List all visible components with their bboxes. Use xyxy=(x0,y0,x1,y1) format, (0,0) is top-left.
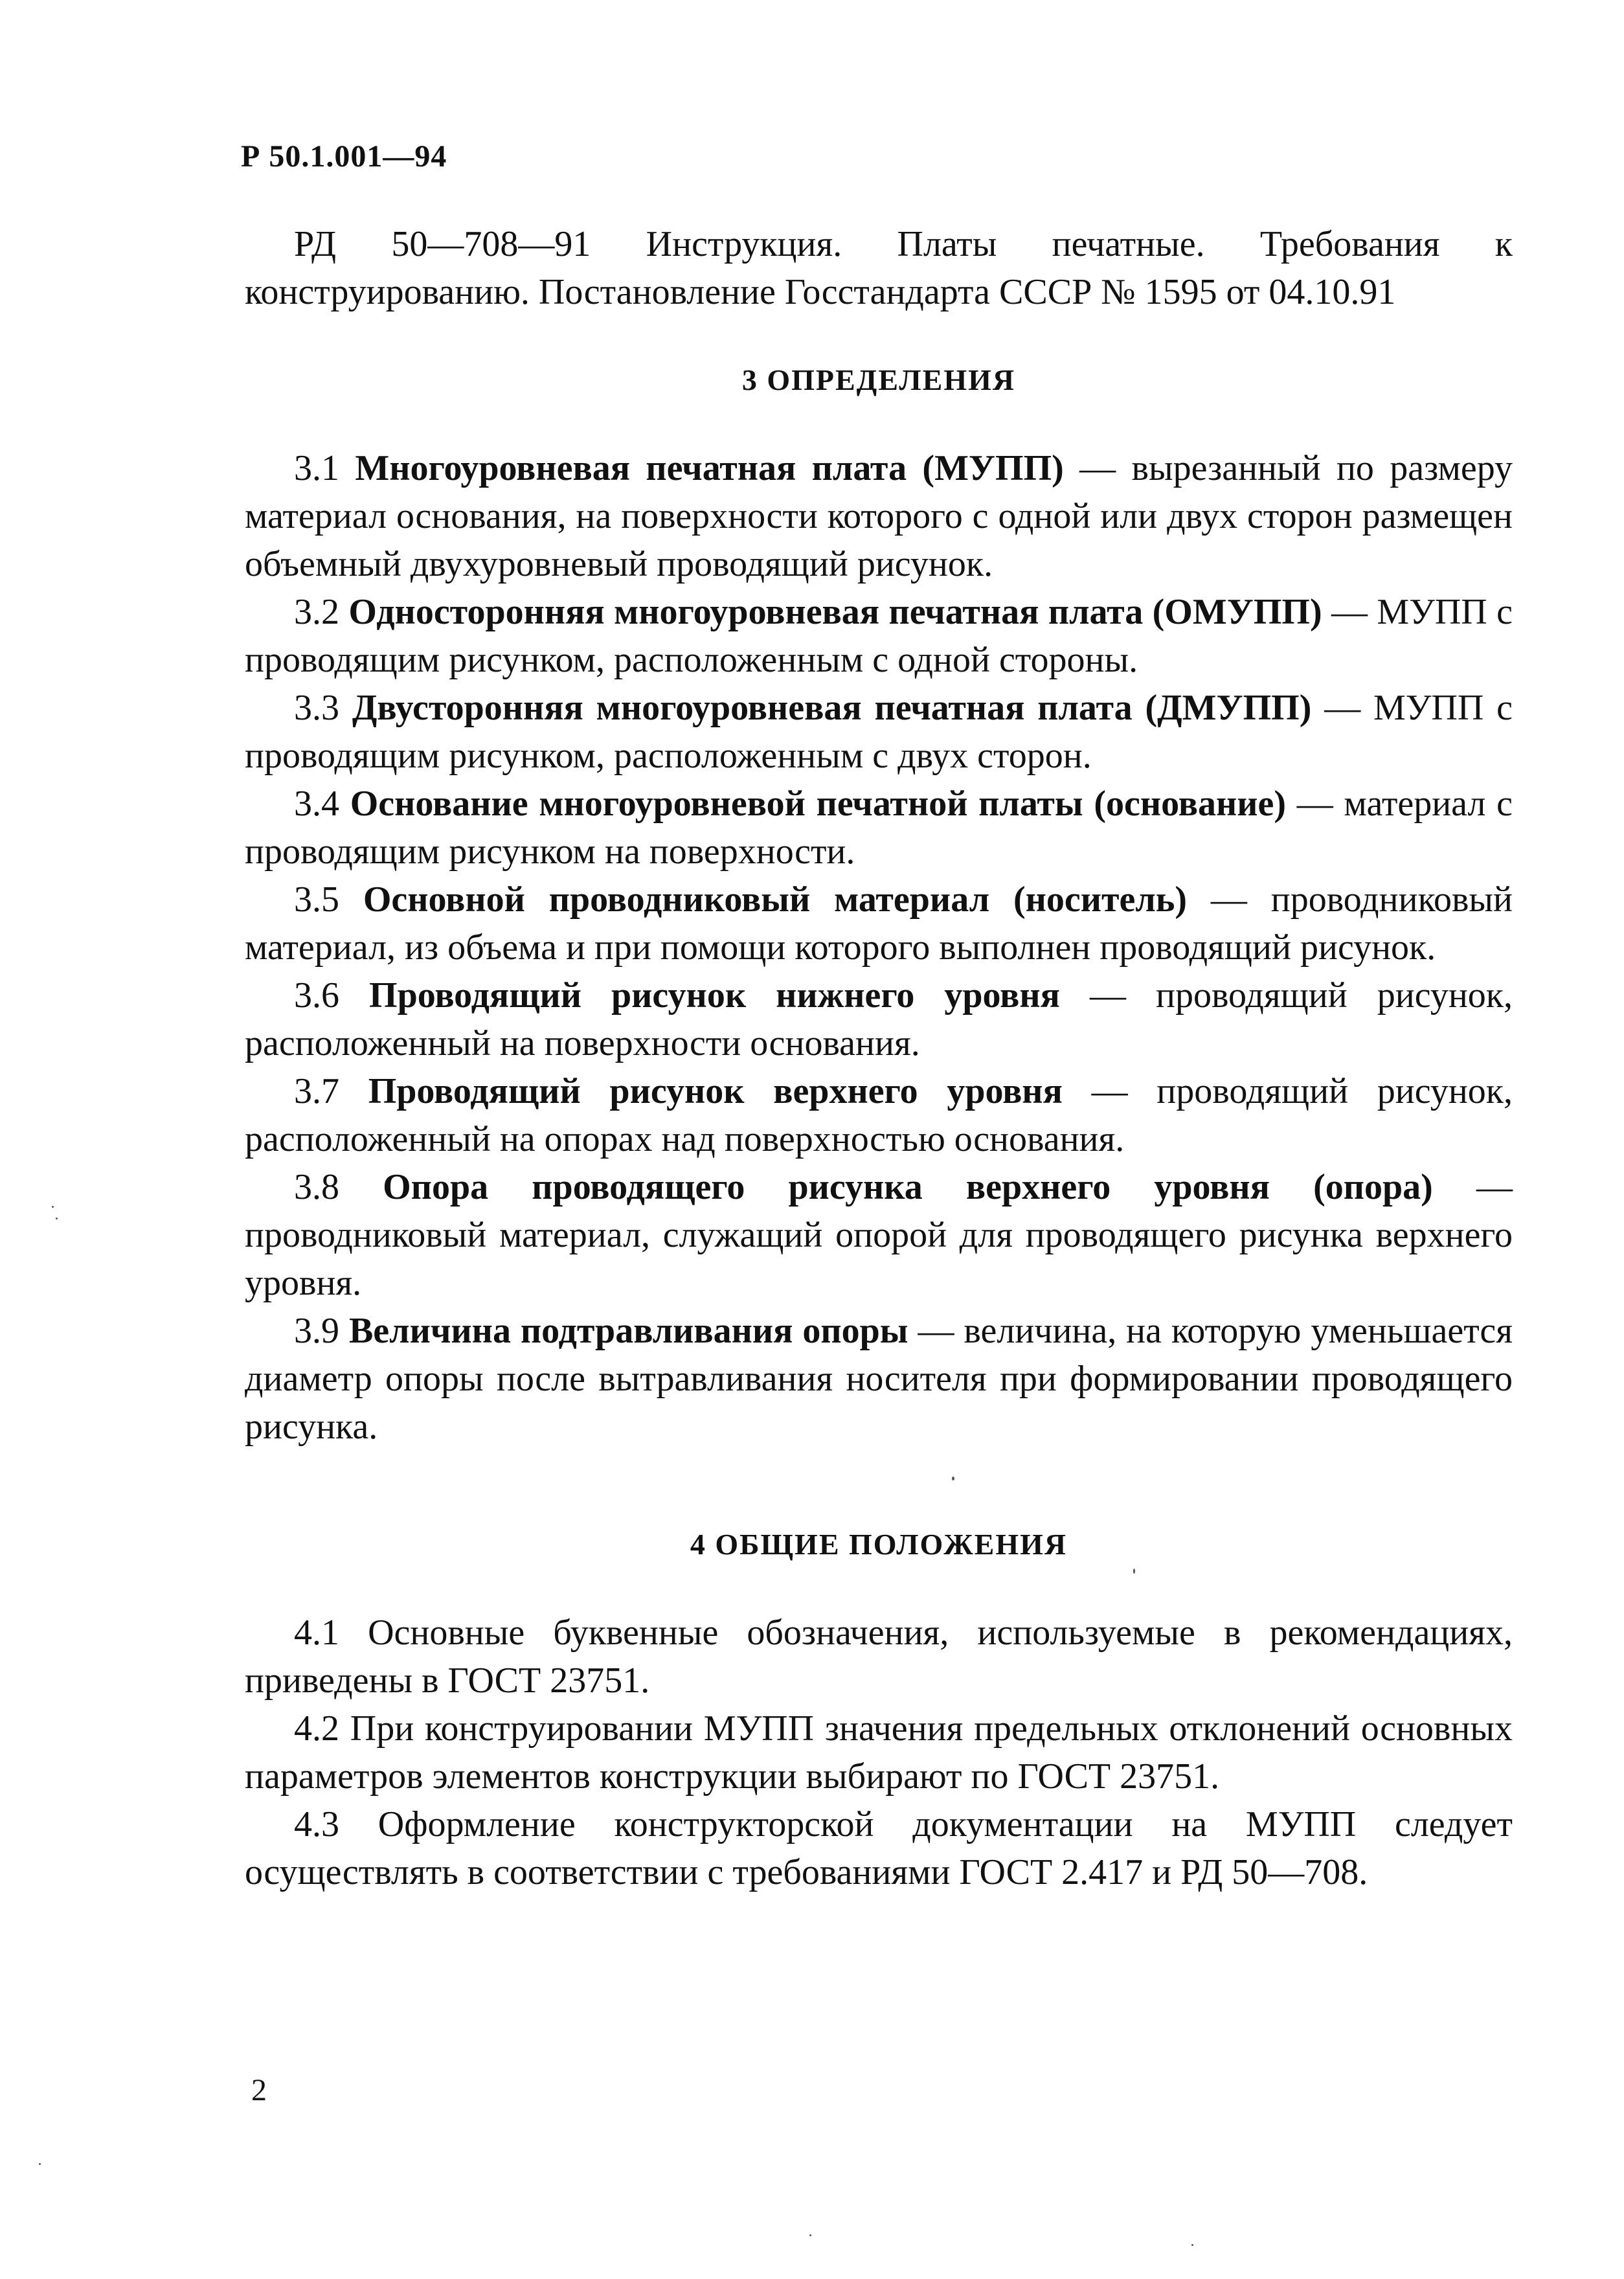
scan-speck xyxy=(56,1218,58,1219)
section-3-heading: 3 ОПРЕДЕЛЕНИЯ xyxy=(741,363,1016,396)
page-number: 2 xyxy=(251,2073,267,2107)
definition-number: 3.5 xyxy=(294,879,339,920)
definition-item xyxy=(245,971,1513,1067)
definition-item xyxy=(245,780,1513,876)
definition-number: 3.7 xyxy=(294,1071,339,1111)
definition-number: 3.2 xyxy=(294,592,339,632)
provision-number: 4.1 xyxy=(294,1613,339,1653)
definition-number: 3.1 xyxy=(294,448,339,488)
provision-item xyxy=(245,1705,1513,1800)
definition-text: — проводниковый материал, служащий опорой для проводящего рисунка верхнего уровня. xyxy=(245,1167,1513,1303)
reference-text: РД 50—708—91 Инструкция. Платы печатные. Требования к конструированию. Постановление Госстандарта СССР № 1595 от 04.10.91 xyxy=(245,224,1513,312)
scan-speck xyxy=(809,2234,811,2236)
provision-text: Оформление конструкторской документации на МУПП следует осуществлять в соответствии с требованиями ГОСТ 2.417 и РД 50—708. xyxy=(245,1804,1513,1892)
definition-text: — МУПП с проводящим рисунком, расположенным с двух сторон. xyxy=(245,688,1513,776)
definition-text: — МУПП с проводящим рисунком, расположенным с одной стороны. xyxy=(245,592,1513,680)
provision-item xyxy=(245,1800,1513,1896)
definition-term: Проводящий рисунок верхнего уровня xyxy=(368,1071,1063,1111)
document-number: Р 50.1.001—94 xyxy=(241,139,447,174)
definition-term: Проводящий рисунок нижнего уровня xyxy=(369,975,1060,1015)
definition-text: — проводящий рисунок, расположенный на опорах над поверхностью основания. xyxy=(245,1071,1513,1159)
definition-text: — величина, на которую уменьшается диаметр опоры после вытравливания носителя при формировании проводящего рисунка. xyxy=(245,1311,1513,1447)
provision-text: Основные буквенные обозначения, используемые в рекомендациях, приведены в ГОСТ 23751. xyxy=(245,1613,1513,1701)
definition-item xyxy=(245,588,1513,684)
scan-speck xyxy=(1191,2244,1193,2246)
definition-item xyxy=(245,876,1513,971)
definition-item xyxy=(245,1163,1513,1307)
definition-number: 3.4 xyxy=(294,784,339,824)
provision-number: 4.3 xyxy=(294,1804,339,1844)
definition-number: 3.9 xyxy=(294,1311,339,1351)
definition-term: Величина подтравливания опоры xyxy=(348,1311,908,1351)
definition-term: Основание многоуровневой печатной платы (основание) xyxy=(350,784,1286,824)
scan-speck xyxy=(952,1477,954,1480)
definition-text: — материал с проводящим рисунком на поверхности. xyxy=(245,784,1513,872)
definition-item xyxy=(245,1307,1513,1451)
definition-term: Двусторонняя многоуровневая печатная плата (ДМУПП) xyxy=(352,688,1312,728)
scan-speck xyxy=(1133,1569,1135,1574)
definition-number: 3.8 xyxy=(294,1167,339,1207)
definition-text: — проводниковый материал, из объема и при помощи которого выполнен проводящий рисунок. xyxy=(245,879,1513,968)
definition-text: — проводящий рисунок, расположенный на поверхности основания. xyxy=(245,975,1513,1063)
definition-term: Опора проводящего рисунка верхнего уровня (опора) xyxy=(383,1167,1433,1207)
definition-term: Односторонняя многоуровневая печатная плата (ОМУПП) xyxy=(348,592,1322,632)
provision-number: 4.2 xyxy=(294,1708,339,1749)
definition-text: — вырезанный по размеру материал основания, на поверхности которого с одной или двух сторон размещен объемный двухуровневый проводящий рисунок. xyxy=(245,448,1513,584)
references-block xyxy=(245,220,1513,316)
definition-term: Многоуровневая печатная плата (МУПП) xyxy=(355,448,1064,488)
definition-item xyxy=(245,444,1513,588)
scan-speck xyxy=(39,2163,41,2165)
definition-number: 3.6 xyxy=(294,975,339,1015)
provision-text: При конструировании МУПП значения предельных отклонений основных параметров элементов конструкции выбирают по ГОСТ 23751. xyxy=(245,1708,1513,1797)
definition-term: Основной проводниковый материал (носитель) xyxy=(363,879,1188,920)
definition-number: 3.3 xyxy=(294,688,339,728)
definition-item xyxy=(245,1067,1513,1163)
provision-item xyxy=(245,1609,1513,1705)
definitions-list xyxy=(245,444,1513,1451)
definition-item xyxy=(245,684,1513,780)
scan-speck xyxy=(52,1206,54,1208)
section-4-heading: 4 ОБЩИЕ ПОЛОЖЕНИЯ xyxy=(690,1528,1068,1561)
general-provisions-list xyxy=(245,1609,1513,1896)
